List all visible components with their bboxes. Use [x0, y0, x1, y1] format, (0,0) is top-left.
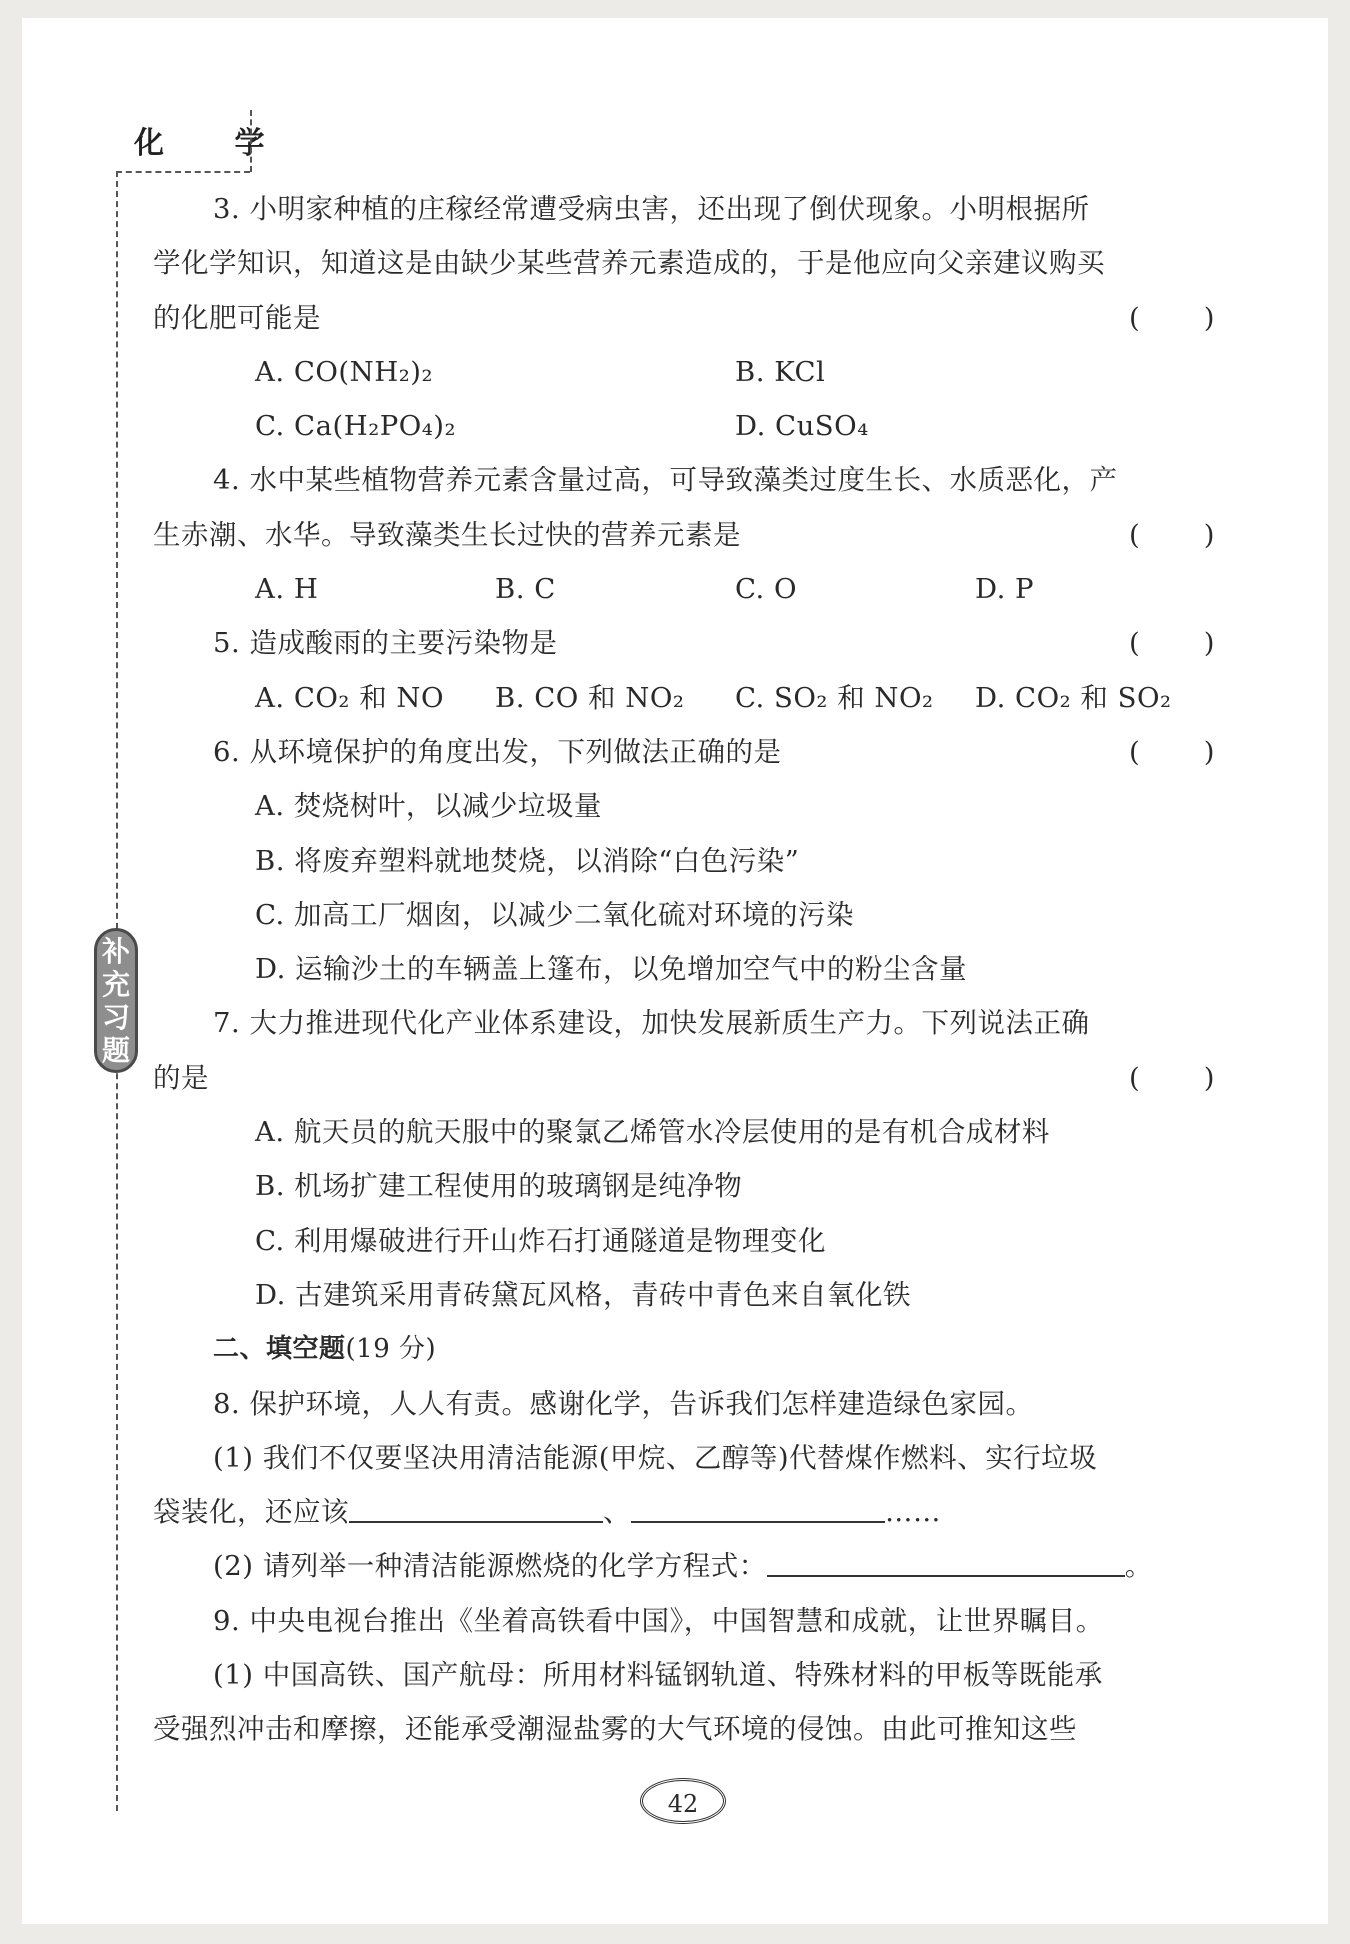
q3-options-row-2: [153, 399, 1215, 453]
option-b: B. 将废弃塑料就地焚烧，以消除“白色污染”: [255, 844, 800, 877]
option-a: A. 航天员的航天服中的聚氯乙烯管水冷层使用的是有机合成材料: [255, 1116, 1050, 1149]
q9-part1-line: 受强烈冲击和摩擦，还能承受潮湿盐雾的大气环境的侵蚀。由此可推知这些: [153, 1713, 1077, 1746]
option-d: D. 运输沙土的车辆盖上篷布，以免增加空气中的粉尘含量: [255, 953, 968, 986]
q4-line: 4. 水中某些植物营养元素含量过高，可导致藻类过度生长、水质恶化，产: [213, 464, 1118, 497]
q4-answer-row: [153, 508, 1215, 562]
answer-blank[interactable]: [767, 1545, 1125, 1577]
q6-answer-row: [153, 725, 1215, 779]
q4-options-row: [153, 562, 1215, 616]
option-a: A. H: [255, 573, 319, 606]
option-c: C. SO₂ 和 NO₂: [735, 681, 934, 714]
q3-answer-row: [153, 291, 1215, 345]
answer-blank[interactable]: [631, 1491, 885, 1523]
side-tab-supplementary-exercises: [94, 928, 138, 1073]
header-divider-horizontal: [116, 171, 250, 173]
option-c: C. Ca(H₂PO₄)₂: [255, 410, 457, 443]
answer-bracket: ( ): [1129, 627, 1215, 660]
option-b: B. C: [495, 573, 556, 606]
q5-answer-row: [153, 616, 1215, 670]
answer-bracket: ( ): [1129, 735, 1215, 768]
option-d: D. CuSO₄: [735, 410, 869, 443]
option-c: C. O: [735, 573, 798, 606]
q8-ellipsis: ……: [885, 1496, 941, 1529]
q5-options-row: [153, 671, 1215, 725]
q3-line: 学化学知识，知道这是由缺少某些营养元素造成的，于是他应向父亲建议购买: [153, 247, 1105, 280]
header-divider-vertical: [250, 110, 252, 172]
option-d: D. 古建筑采用青砖黛瓦风格，青砖中青色来自氧化铁: [255, 1278, 912, 1311]
option-b: B. 机场扩建工程使用的玻璃钢是纯净物: [255, 1170, 743, 1203]
q8-part2-suffix: 。: [1124, 1550, 1153, 1583]
q3-options-row-1: [153, 345, 1215, 399]
q3-line: 3. 小明家种植的庄稼经常遭受病虫害，还出现了倒伏现象。小明根据所: [213, 193, 1090, 225]
option-c: C. 加高工厂烟囱，以减少二氧化硫对环境的污染: [255, 898, 855, 931]
section-heading: [153, 1322, 1215, 1376]
answer-blank[interactable]: [349, 1491, 603, 1523]
q3-line: 的化肥可能是: [153, 301, 321, 334]
answer-bracket: ( ): [1129, 301, 1215, 334]
q8-part1-line: (1) 我们不仅要坚决用清洁能源(甲烷、乙醇等)代替煤作燃料、实行垃圾: [213, 1441, 1098, 1474]
option-d: D. CO₂ 和 SO₂: [975, 681, 1172, 714]
option-a: A. CO₂ 和 NO: [255, 681, 445, 714]
q7-answer-row: [153, 1051, 1215, 1105]
section-points: (19 分): [345, 1334, 437, 1365]
q8-stem: 8. 保护环境，人人有责。感谢化学，告诉我们怎样建造绿色家园。: [213, 1387, 1034, 1420]
question-content: [153, 182, 1215, 1757]
option-c: C. 利用爆破进行开山炸石打通隧道是物理变化: [255, 1224, 827, 1257]
side-tab-char: 补: [101, 934, 130, 968]
q8-part2-prefix: (2) 请列举一种清洁能源燃烧的化学方程式：: [213, 1550, 767, 1583]
q9-part1-line: (1) 中国高铁、国产航母：所用材料锰钢轨道、特殊材料的甲板等既能承: [213, 1659, 1103, 1692]
side-tab-char: 题: [101, 1033, 130, 1067]
option-a: A. CO(NH₂)₂: [255, 355, 433, 388]
answer-bracket: ( ): [1129, 1061, 1215, 1094]
section-title: 二、填空题: [213, 1334, 346, 1365]
q9-stem: 9. 中央电视台推出《坐着高铁看中国》，中国智慧和成就，让世界瞩目。: [213, 1604, 1104, 1637]
q8-separator: 、: [603, 1496, 631, 1529]
answer-bracket: ( ): [1129, 518, 1215, 551]
q8-part1-prefix: 袋装化，还应该: [153, 1496, 349, 1529]
side-tab-char: 习: [101, 1000, 130, 1034]
q7-line: 7. 大力推进现代化产业体系建设，加快发展新质生产力。下列说法正确: [213, 1007, 1090, 1040]
q6-stem: 6. 从环境保护的角度出发，下列做法正确的是: [213, 735, 782, 768]
q7-line: 的是: [153, 1061, 209, 1094]
side-tab-char: 充: [101, 967, 130, 1001]
q8-part2-row: [153, 1539, 1215, 1593]
option-b: B. CO 和 NO₂: [495, 681, 685, 714]
q5-stem: 5. 造成酸雨的主要污染物是: [213, 627, 558, 660]
subject-title: 化 学: [134, 126, 295, 161]
page-number: 42: [640, 1778, 726, 1824]
option-d: D. P: [975, 573, 1035, 606]
q8-part1-blank-row: [153, 1485, 1215, 1539]
option-a: A. 焚烧树叶，以减少垃圾量: [255, 790, 602, 823]
q4-line: 生赤潮、水华。导致藻类生长过快的营养元素是: [153, 518, 741, 551]
option-b: B. KCl: [735, 355, 826, 388]
